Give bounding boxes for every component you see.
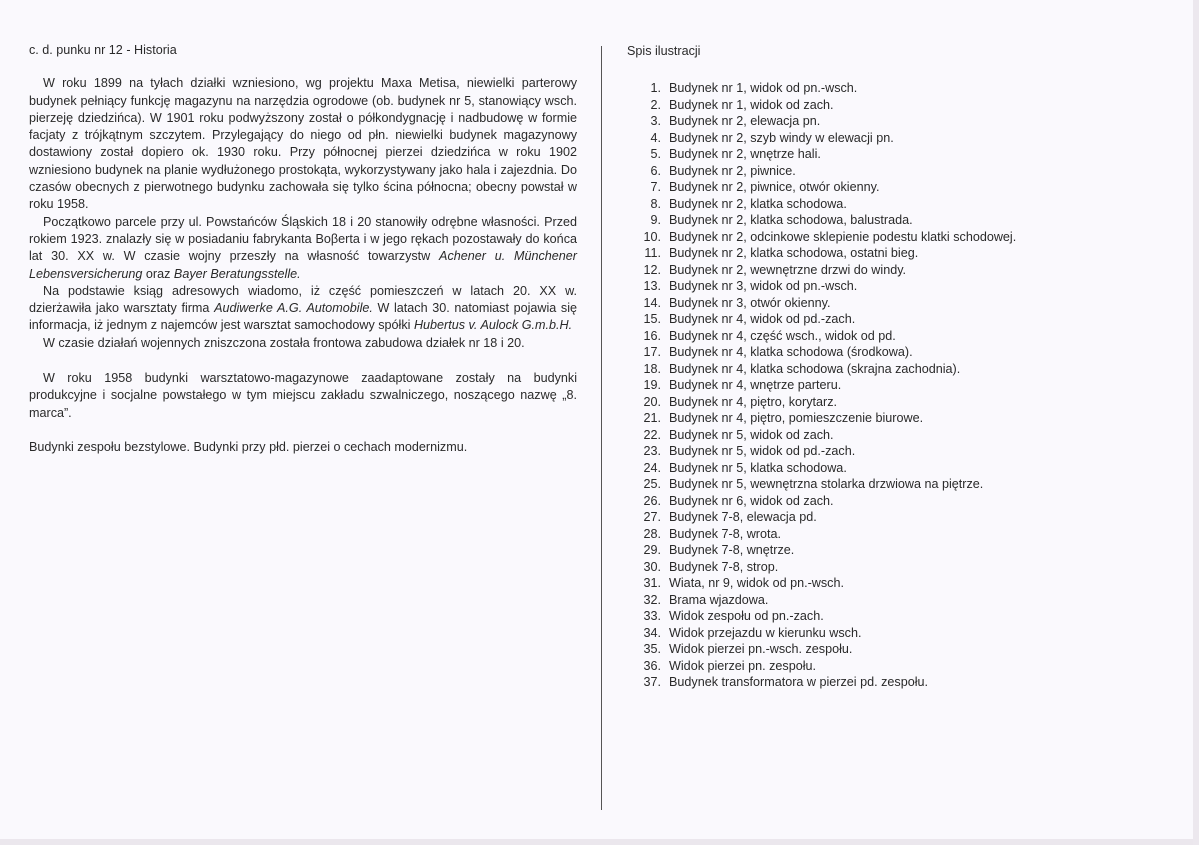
illustrations-column — [627, 44, 1167, 691]
list-item-number: 27. — [643, 510, 661, 524]
list-item-number: 14. — [643, 295, 661, 310]
list-item — [627, 229, 1167, 246]
list-item-text: Budynek nr 2, klatka schodowa, ostatni bieg. — [669, 246, 919, 260]
list-item-text: Budynek nr 4, piętro, pomieszczenie biurowe. — [669, 411, 924, 425]
list-item-number: 9. — [650, 213, 661, 227]
history-paragraph-2-text: Początkowo parcele przy ul. Powstańców Śląskich 18 i 20 stanowiły odrębne własności. Przed rokiem 1923. znalazły się w posiadaniu fabrykanta Boβerta i w jego rękach pozostawały do końca lat 30. XX w. W czasie wojny przeszły na własność towarzystw — [29, 214, 577, 264]
list-item-text: Widok przejazdu w kierunku wsch. — [669, 625, 862, 640]
history-paragraph-1 — [29, 75, 577, 213]
list-item — [627, 328, 1167, 345]
company-name-italic: Hubertus v. Aulock G.m.b.H. — [413, 318, 573, 333]
list-item-number: 17. — [643, 345, 661, 359]
list-item-number: 8. — [650, 196, 661, 211]
list-item-number: 23. — [643, 444, 661, 458]
list-item — [627, 163, 1167, 180]
illustrations-list — [627, 80, 1167, 691]
list-item-number: 18. — [643, 361, 661, 376]
list-item-text: Budynek nr 2, wnętrze hali. — [669, 147, 821, 161]
history-paragraph-5 — [29, 370, 577, 422]
list-item-number: 34. — [643, 625, 661, 640]
list-item-number: 28. — [643, 526, 661, 541]
list-item-text: Budynek nr 5, wewnętrzna stolarka drzwiowa na piętrze. — [669, 477, 984, 491]
history-paragraph-3-text-a: Na podstawie ksiąg adresowych wiadomo, iż część pomieszczeń w latach 20. XX w. dzierżawiła jako warsztaty firma — [29, 283, 577, 316]
list-item — [627, 130, 1167, 147]
company-name-italic: Audiwerke A.G. Automobile. — [214, 301, 373, 316]
list-item-number: 11. — [644, 246, 661, 260]
list-item-number: 21. — [643, 411, 661, 425]
list-item-number: 22. — [643, 427, 661, 442]
list-item-number: 6. — [650, 163, 661, 178]
list-item — [627, 245, 1167, 262]
history-heading: c. d. punku nr 12 - Historia — [29, 43, 177, 57]
list-item-number: 19. — [643, 378, 661, 392]
list-item-text: Budynek nr 5, widok od pd.-zach. — [669, 444, 856, 458]
list-item-number: 32. — [643, 592, 661, 607]
list-item-number: 30. — [643, 559, 661, 574]
list-item-text: Budynek transformatora w pierzei pd. zespołu. — [669, 675, 929, 689]
list-item — [627, 559, 1167, 576]
list-item — [627, 427, 1167, 444]
list-item — [627, 542, 1167, 559]
list-item — [627, 608, 1167, 625]
list-item — [627, 146, 1167, 163]
list-item-text: Budynek nr 6, widok od zach. — [669, 493, 834, 508]
list-item — [627, 410, 1167, 427]
list-item-number: 37. — [643, 675, 661, 689]
list-item-number: 20. — [643, 394, 661, 409]
list-item — [627, 443, 1167, 460]
list-item-text: Budynek 7-8, strop. — [669, 559, 779, 574]
history-paragraph-3 — [29, 283, 577, 335]
list-item — [627, 509, 1167, 526]
list-item — [627, 179, 1167, 196]
list-item-number: 33. — [643, 609, 661, 623]
list-item — [627, 592, 1167, 609]
list-item-text: Budynek nr 4, klatka schodowa (skrajna zachodnia). — [669, 361, 961, 376]
list-item — [627, 311, 1167, 328]
list-item — [627, 394, 1167, 411]
company-name-italic: Achener u. Münchener Lebensversicherung — [29, 249, 578, 281]
list-item — [627, 526, 1167, 543]
list-item-text: Budynek nr 2, szyb windy w elewacji pn. — [669, 130, 894, 145]
history-paragraph-3-text-b: W latach 30. natomiast pojawia się informacja, iż jednym z najemców jest warsztat samochodowy spółki — [29, 301, 578, 333]
list-item — [627, 625, 1167, 642]
list-item-number: 13. — [643, 279, 661, 293]
list-item-number: 24. — [643, 460, 661, 475]
list-item-text: Budynek nr 4, widok od pd.-zach. — [669, 312, 856, 326]
history-paragraph-6 — [29, 439, 577, 456]
list-item-text: Budynek nr 2, wewnętrzne drzwi do windy. — [669, 262, 907, 277]
list-item-text: Budynek 7-8, wrota. — [669, 526, 782, 541]
list-item-text: Widok zespołu od pn.-zach. — [669, 609, 824, 623]
history-paragraph-6-text: Budynki zespołu bezstylowe. Budynki przy płd. pierzei o cechach modernizmu. — [29, 439, 468, 454]
history-paragraph-5-text: W roku 1958 budynki warsztatowo-magazynowe zaadaptowane zostały na budynki produkcyjne i socjalne powstałego w tym miejscu zakładu szwalniczego, noszącego nazwę „8. marca”. — [29, 371, 577, 420]
list-item-text: Widok pierzei pn.-wsch. zespołu. — [669, 642, 853, 656]
list-item-text: Budynek nr 4, wnętrze parteru. — [669, 378, 842, 392]
list-item — [627, 641, 1167, 658]
list-item — [627, 674, 1167, 691]
list-item-text: Budynek nr 2, piwnice, otwór okienny. — [669, 180, 880, 194]
list-item — [627, 575, 1167, 592]
list-item — [627, 295, 1167, 312]
list-item-text: Budynek nr 3, widok od pn.-wsch. — [669, 279, 858, 293]
list-item-number: 2. — [650, 97, 661, 112]
list-item-text: Wiata, nr 9, widok od pn.-wsch. — [669, 576, 844, 590]
list-item — [627, 97, 1167, 114]
list-item-text: Budynek nr 2, elewacja pn. — [669, 114, 821, 128]
list-item-text: Budynek nr 1, widok od zach. — [669, 97, 834, 112]
list-item-text: Budynek nr 2, piwnice. — [669, 163, 796, 178]
list-item — [627, 361, 1167, 378]
history-column — [29, 42, 577, 456]
list-item — [627, 262, 1167, 279]
list-item-text: Budynek 7-8, wnętrze. — [669, 543, 795, 557]
history-paragraph-4 — [29, 335, 577, 352]
list-item-text: Budynek nr 4, piętro, korytarz. — [669, 394, 837, 409]
list-item — [627, 493, 1167, 510]
list-item-number: 26. — [643, 493, 661, 508]
history-paragraph-1-text: W roku 1899 na tyłach działki wzniesiono, wg projektu Maxa Metisa, niewielki parterowy budynek pełniący funkcję magazynu na narzędzia ogrodowe (ob. budynek nr 5, stanowiący wsch. pierzeję dziedzińca). W 1901 roku podwyższony został o półkondygnację i nadbudowę w formie facjaty z trójkątnym szczytem. Przylegający do niego od płn. niewielki budynek magazynowy dostawiony został dopiero ok. 1930 roku. Przy północnej pierzei dziedzińca w roku 1902 wzniesiono budynek na planie wydłużonego prostokąta, wykorzystywany jako hala i zajezdnia. Do czasów obecnych z pierwotnego budynku zachowała się tylko ścina północna; obecny powstał w roku 1958. — [29, 76, 577, 212]
list-item-number: 25. — [643, 477, 661, 491]
list-item-number: 12. — [643, 262, 661, 277]
list-item-number: 16. — [643, 328, 661, 343]
list-item-text: Budynek nr 3, otwór okienny. — [669, 295, 831, 310]
list-item-text: Budynek nr 4, klatka schodowa (środkowa). — [669, 345, 913, 359]
list-item-number: 36. — [643, 658, 661, 673]
list-item-number: 15. — [643, 312, 661, 326]
list-item-text: Brama wjazdowa. — [669, 592, 769, 607]
list-item-text: Budynek nr 1, widok od pn.-wsch. — [669, 81, 858, 95]
list-item-text: Budynek nr 4, część wsch., widok od pd. — [669, 328, 896, 343]
history-paragraph-2-conj: oraz — [142, 266, 174, 281]
history-paragraph-4-text: W czasie działań wojennych zniszczona została frontowa zabudowa działek nr 18 i 20. — [43, 335, 525, 350]
list-item — [627, 113, 1167, 130]
list-item-number: 4. — [650, 130, 661, 145]
list-item-text: Budynek nr 2, klatka schodowa, balustrada. — [669, 213, 913, 227]
list-item-text: Budynek nr 5, klatka schodowa. — [669, 460, 847, 475]
list-item-number: 29. — [643, 543, 661, 557]
list-item — [627, 344, 1167, 361]
list-item-number: 10. — [643, 229, 661, 244]
list-item-text: Budynek nr 2, klatka schodowa. — [669, 196, 847, 211]
list-item — [627, 658, 1167, 675]
list-item-number: 31. — [643, 576, 661, 590]
illustrations-title: Spis ilustracji — [627, 44, 701, 58]
list-item-number: 7. — [650, 180, 661, 194]
list-item-text: Budynek nr 2, odcinkowe sklepienie podestu klatki schodowej. — [669, 229, 1017, 244]
list-item-number: 3. — [650, 114, 661, 128]
list-item — [627, 278, 1167, 295]
list-item-number: 1. — [650, 81, 661, 95]
history-paragraph-2 — [29, 214, 577, 283]
company-name-italic: Bayer Beratungsstelle. — [173, 266, 301, 281]
list-item — [627, 196, 1167, 213]
list-item-number: 5. — [650, 147, 661, 161]
list-item — [627, 377, 1167, 394]
column-divider — [601, 46, 602, 810]
list-item — [627, 80, 1167, 97]
list-item — [627, 476, 1167, 493]
list-item-number: 35. — [643, 642, 661, 656]
list-item — [627, 460, 1167, 477]
list-item-text: Widok pierzei pn. zespołu. — [669, 658, 816, 673]
list-item — [627, 212, 1167, 229]
list-item-text: Budynek nr 5, widok od zach. — [669, 427, 834, 442]
list-item-text: Budynek 7-8, elewacja pd. — [669, 510, 817, 524]
